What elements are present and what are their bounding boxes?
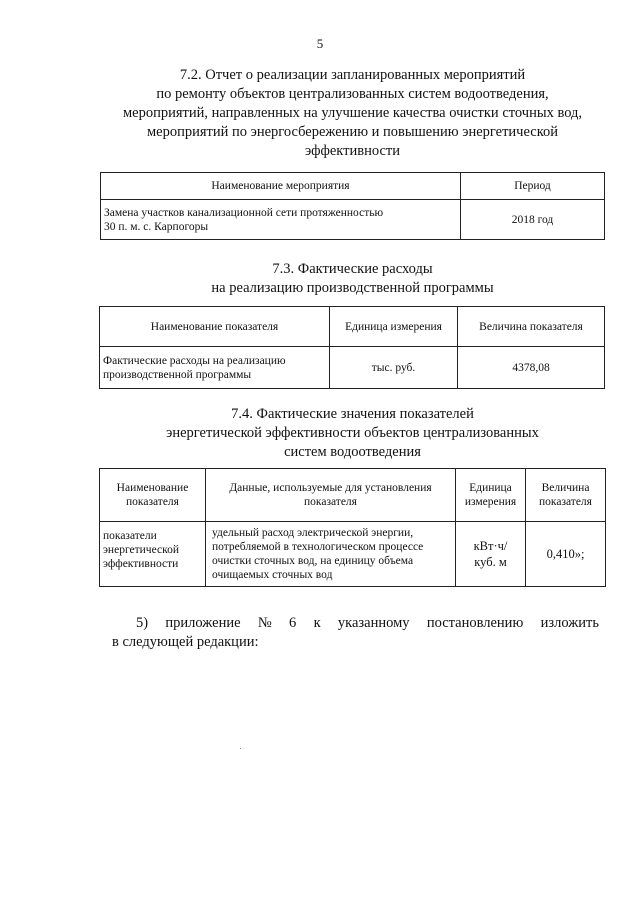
word: № — [257, 615, 272, 631]
cell-line: эффективности — [103, 558, 179, 570]
section-7-4-heading — [60, 405, 640, 462]
heading-line: мероприятий по энергосбережению и повышению энергетической — [146, 124, 559, 140]
cell-line: Единица — [469, 482, 512, 494]
cell-line: показателя — [126, 496, 179, 508]
word: изложить — [540, 615, 599, 631]
cell-line: куб. м — [474, 555, 507, 569]
word: приложение — [165, 615, 241, 631]
table-header-row — [100, 307, 605, 347]
table-7-2 — [100, 172, 605, 240]
cell-line: показателя — [304, 496, 357, 508]
table-header-row — [100, 469, 606, 522]
heading-line: энергетической эффективности объектов централизованных — [166, 425, 539, 441]
indicator-name-cell — [100, 522, 206, 587]
unit-cell: тыс. руб. — [330, 347, 458, 389]
data-used-cell — [206, 522, 456, 587]
cell-line: Наименование — [116, 482, 189, 494]
cell-line: удельный расход электрической энергии, — [212, 527, 414, 539]
word: 6 — [289, 615, 297, 631]
col-header-data-used — [206, 469, 456, 522]
cell-line: показатели — [103, 530, 157, 542]
cell-line: очистки сточных вод, на единицу объема — [212, 555, 414, 567]
indicator-name-cell — [100, 347, 330, 389]
page-number: 5 — [316, 36, 324, 51]
heading-line: 7.4. Фактические значения показателей — [231, 406, 474, 422]
col-header-unit — [456, 469, 526, 522]
cell-line: потребляемой в технологическом процессе — [212, 541, 424, 553]
cell-line: показателя — [539, 496, 592, 508]
value-cell: 4378,08 — [458, 347, 605, 389]
period-cell: 2018 год — [461, 200, 605, 240]
section-7-3-heading — [60, 260, 640, 298]
col-header-value: Величина показателя — [458, 307, 605, 347]
table-7-3 — [99, 306, 605, 389]
col-header-period: Период — [461, 173, 605, 200]
cell-line: энергетической — [103, 544, 179, 556]
heading-line: 7.2. Отчет о реализации запланированных мероприятий — [179, 67, 526, 83]
heading-line: 7.3. Фактические расходы — [272, 261, 433, 277]
col-header-indicator-name: Наименование показателя — [100, 307, 330, 347]
heading-line: эффективности — [305, 143, 400, 159]
section-7-2-heading — [60, 66, 640, 161]
table-7-4 — [99, 468, 606, 587]
event-name-cell — [101, 200, 461, 240]
cell-line: измерения — [464, 496, 517, 508]
cell-line: кВт·ч/ — [473, 539, 508, 553]
cell-line: Фактические расходы на реализацию — [103, 354, 286, 367]
table-row — [101, 200, 605, 240]
col-header-event-name: Наименование мероприятия — [101, 173, 461, 200]
heading-line: систем водоотведения — [284, 444, 421, 460]
word: к — [313, 615, 321, 631]
cell-line: очищаемых сточных вод — [212, 569, 333, 581]
paragraph-line-1 — [112, 614, 599, 633]
heading-line: по ремонту объектов централизованных систем водоотведения, — [156, 86, 549, 102]
word: постановлению — [426, 615, 524, 631]
table-row — [100, 522, 606, 587]
table-header-row — [101, 173, 605, 200]
col-header-indicator-name — [100, 469, 206, 522]
paragraph-line-2: в следующей редакции: — [112, 634, 259, 650]
value-cell: 0,410»; — [526, 522, 606, 587]
cell-line: Данные, используемые для установления — [229, 482, 432, 494]
col-header-unit: Единица измерения — [330, 307, 458, 347]
unit-cell — [456, 522, 526, 587]
word: указанному — [337, 615, 410, 631]
heading-line: на реализацию производственной программы — [211, 280, 494, 296]
table-row — [100, 347, 605, 389]
heading-line: мероприятий, направленных на улучшение качества очистки сточных вод, — [122, 105, 583, 121]
cell-line: 30 п. м. с. Карпогоры — [104, 220, 209, 233]
cell-line: производственной программы — [103, 368, 252, 381]
cell-line: Замена участков канализационной сети протяженностью — [104, 206, 384, 219]
scan-speck — [240, 748, 241, 749]
paragraph-appendix-6 — [112, 614, 599, 652]
word: 5) — [136, 615, 149, 631]
cell-line: Величина — [541, 482, 590, 494]
col-header-value — [526, 469, 606, 522]
